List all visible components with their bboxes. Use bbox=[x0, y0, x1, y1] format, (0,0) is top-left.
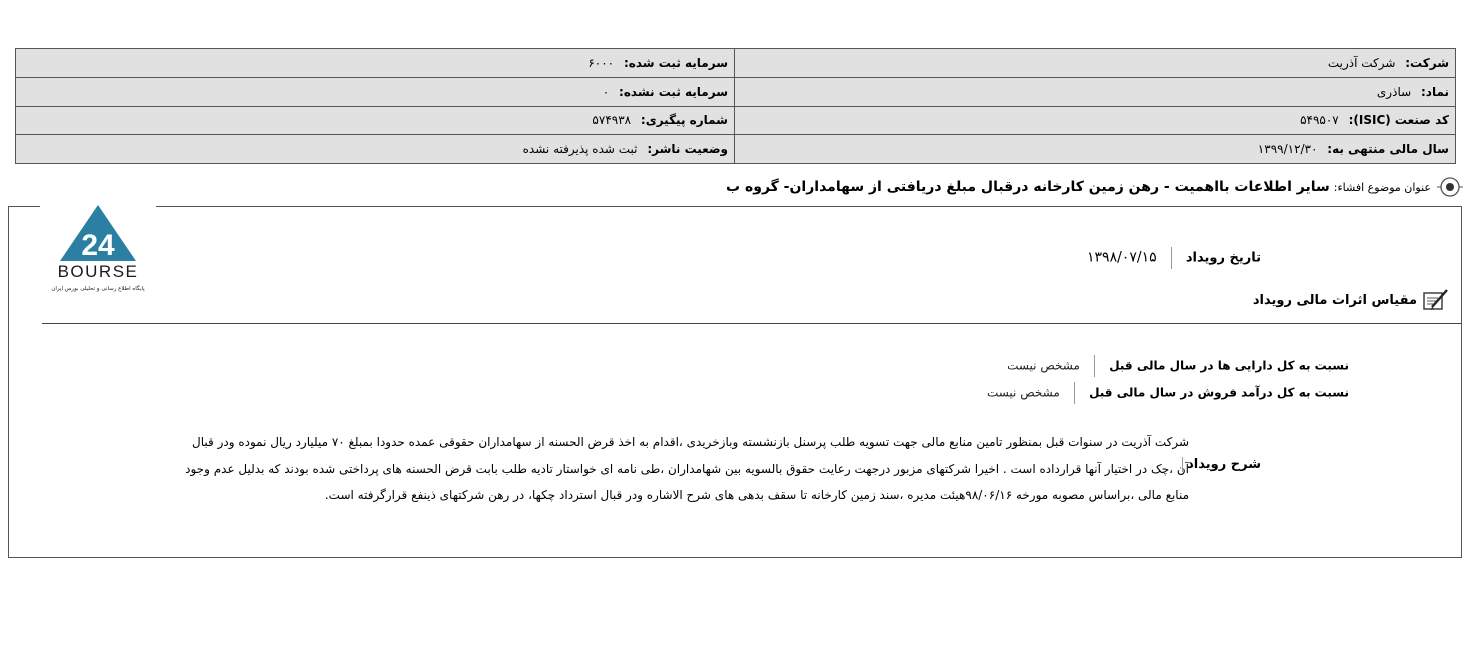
disclosure-subject bbox=[726, 174, 1463, 200]
tracking-label: شماره پیگیری: bbox=[640, 113, 728, 128]
info-row bbox=[16, 135, 1456, 164]
section-divider bbox=[42, 323, 1461, 324]
edit-document-icon bbox=[1421, 287, 1449, 313]
bourse-logo-icon bbox=[40, 199, 156, 299]
registered-capital-value: ۶۰۰۰ bbox=[588, 55, 615, 70]
fiscal-year-value: ۱۳۹۹/۱۲/۳۰ bbox=[1257, 142, 1318, 157]
subject-value: سایر اطلاعات بااهمیت - رهن زمین کارخانه درقبال مبلغ دریافتی از سهامداران- گروه ب bbox=[726, 179, 1330, 195]
isic-value: ۵۴۹۵۰۷ bbox=[1300, 113, 1339, 128]
ratio-sales-value: مشخص نیست bbox=[986, 385, 1060, 400]
svg-text:24: 24 bbox=[81, 229, 115, 262]
separator bbox=[1074, 382, 1075, 404]
separator bbox=[1171, 247, 1172, 269]
symbol-cell bbox=[735, 77, 1456, 106]
symbol-label: نماد: bbox=[1420, 84, 1449, 99]
company-label: شرکت: bbox=[1405, 55, 1449, 70]
symbol-value: ساذری bbox=[1376, 84, 1412, 99]
registered-capital-label: سرمایه ثبت شده: bbox=[623, 55, 728, 70]
measure-title bbox=[1253, 287, 1449, 313]
description-text: شرکت آذریت در سنوات قبل بمنظور تامین منابع مالی جهت تسویه طلب پرسنل بازنشسته وبازخریدی ،اقدام به اخذ قرض الحسنه از سهامداران حقوقی عمده حدودا بمبلغ ۷۰ میلیارد ریال نموده ودر قبال آن ،چک در اختیار آنها قرارداده است . اخیرا شرکتهای مزبور درجهت رعایت حقوق بالسویه بین شهامداران ،طی نامه ای خواستار تادیه طلب بابت قرض الحسنه های پرداختی شده بودند که بدلیل عدم وجود منابع مالی ،براساس مصوبه مورخه ۹۸/۰۶/۱۶هیئت مدیره ،سند زمین کارخانه تا سقف بدهی های شرح الاشاره ودر قبال استرداد چکها، در رهن شرکتهای ذینفع قرارگرفته است. bbox=[185, 435, 1189, 502]
event-panel bbox=[8, 206, 1462, 558]
ratio-assets-value: مشخص نیست bbox=[1007, 358, 1080, 373]
isic-cell bbox=[735, 106, 1456, 135]
event-date-label: تاریخ رویداد bbox=[1185, 250, 1261, 266]
description-label: شرح رویداد bbox=[1182, 457, 1261, 472]
measure-title-text: مقیاس اثرات مالی رویداد bbox=[1252, 292, 1417, 308]
separator bbox=[1094, 355, 1095, 377]
ratio-sales-label: نسبت به کل درآمد فروش در سال مالی قبل bbox=[1089, 385, 1349, 400]
registered-capital-cell bbox=[16, 49, 735, 78]
tracking-cell bbox=[16, 106, 735, 135]
event-date-row bbox=[1087, 247, 1261, 269]
subject-label: عنوان موضوع افشاء: bbox=[1333, 180, 1431, 194]
publisher-status-value: ثبت شده پذیرفته نشده bbox=[522, 142, 638, 157]
info-row bbox=[16, 77, 1456, 106]
ratio-assets-row bbox=[1007, 355, 1349, 377]
fiscal-year-label: سال مالی منتهی به: bbox=[1327, 142, 1449, 157]
svg-text:پایگاه اطلاع رسانی و تحلیلی بو: پایگاه اطلاع رسانی و تحلیلی بورس ایران bbox=[51, 286, 145, 292]
target-bullet-icon bbox=[1437, 174, 1463, 200]
ratio-sales-row bbox=[987, 382, 1349, 404]
bourse-logo bbox=[40, 199, 156, 299]
info-row bbox=[16, 49, 1456, 78]
unregistered-capital-label: سرمایه ثبت نشده: bbox=[619, 84, 728, 99]
publisher-status-cell bbox=[16, 135, 735, 164]
company-cell bbox=[735, 49, 1456, 78]
company-info-table bbox=[15, 48, 1456, 164]
tracking-value: ۵۷۴۹۳۸ bbox=[592, 113, 632, 128]
publisher-status-label: وضعیت ناشر: bbox=[647, 142, 728, 157]
fiscal-year-cell bbox=[735, 135, 1456, 164]
company-value: شرکت آذریت bbox=[1327, 55, 1396, 70]
info-row bbox=[16, 106, 1456, 135]
unregistered-capital-value: ۰ bbox=[602, 84, 610, 99]
svg-text:BOURSE: BOURSE bbox=[57, 262, 139, 281]
ratio-assets-label: نسبت به کل دارایی ها در سال مالی قبل bbox=[1109, 358, 1349, 373]
event-date-value: ۱۳۹۸/۰۷/۱۵ bbox=[1087, 249, 1157, 266]
isic-label: کد صنعت (ISIC): bbox=[1348, 113, 1449, 128]
unregistered-capital-cell bbox=[16, 77, 735, 106]
